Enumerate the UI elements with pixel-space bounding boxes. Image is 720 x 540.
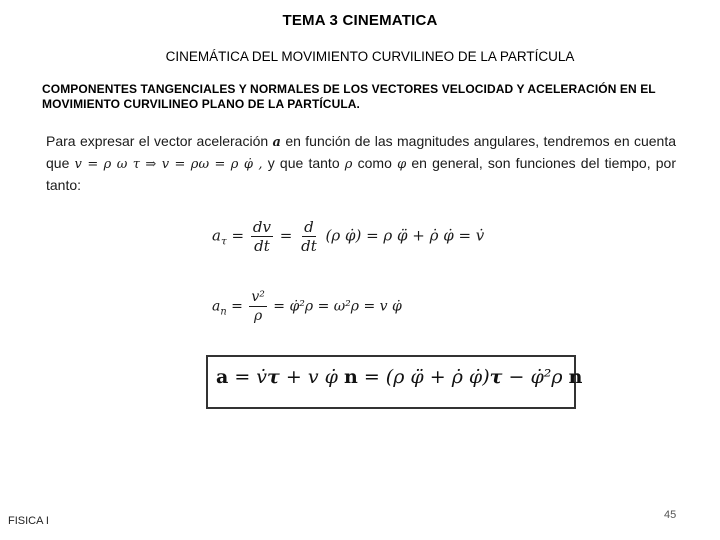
tangential-acceleration-equation: $a_\tau$ = $\frac{dv}{dt}$ = $\frac{d}{dt}$ (ρ φ̇) = ρ φ̈ + ρ̇ φ̇ = v̇ (212, 218, 485, 255)
paragraph-text-1: Para expresar el vector aceleración (46, 133, 273, 149)
boxed-part-2: + v φ̇ (279, 366, 344, 388)
at-fraction-1 (251, 218, 273, 255)
at-fraction-2-num: d (304, 218, 314, 236)
boxed-n: n (343, 366, 358, 388)
slide-title: TEMA 3 CINEMATICA (282, 12, 438, 29)
acceleration-symbol: a (272, 135, 281, 150)
paragraph-text-4: como (352, 155, 398, 171)
an-lhs-subscript: n (220, 306, 227, 318)
at-fraction-2-den: dt (301, 237, 317, 255)
an-fraction-den: ρ (253, 308, 263, 324)
paragraph-text-5: en general, son funciones del tiempo, por tanto: (46, 155, 677, 193)
at-fraction-2 (299, 218, 319, 255)
rho-symbol: ρ (344, 157, 353, 172)
at-lhs: a (212, 226, 221, 245)
explanation-paragraph (46, 131, 676, 195)
boxed-acceleration-equation (216, 366, 582, 388)
at-fraction-1-den: dt (254, 237, 270, 255)
at-lhs-subscript: τ (220, 235, 227, 248)
boxed-part-1: = v̇ (228, 366, 268, 388)
boxed-tau: τ (267, 366, 280, 388)
course-footer: FISICA I (8, 515, 49, 527)
an-fraction-num: v² (251, 289, 265, 305)
boxed-n-2: n (568, 366, 583, 388)
at-fraction-1-num: dv (252, 218, 271, 236)
page-number: 45 (664, 509, 677, 521)
paragraph-text-2: en función de las magnitudes angulares, tendremos en cuenta que (46, 133, 677, 171)
boxed-part-3: = (ρ φ̈ + ρ̇ φ̇) (357, 366, 490, 388)
an-fraction (249, 288, 267, 325)
boxed-tau-2: τ (489, 366, 503, 388)
section-heading: COMPONENTES TANGENCIALES Y NORMALES DE LOS VECTORES VELOCIDAD Y ACELERACIÓN EN EL MOVIMIENTO CURVILINEO PLANO DE LA PARTÍCULA. (42, 82, 656, 111)
an-rest: = φ̇²ρ = ω²ρ = v φ̇ (273, 298, 402, 315)
normal-acceleration-equation: $a_n$ = $\frac{\text{v²}}{\rho}$ = φ̇²ρ = ω²ρ = v φ̇ (212, 289, 402, 324)
boxed-part-4: − φ̇²ρ (502, 366, 569, 388)
boxed-a: a (216, 366, 229, 388)
phi-symbol: φ (397, 157, 407, 172)
slide-subtitle: CINEMÁTICA DEL MOVIMIENTO CURVILINEO DE LA PARTÍCULA (165, 49, 575, 64)
at-rest: (ρ φ̇) = ρ φ̈ + ρ̇ φ̇ = v̇ (325, 226, 485, 245)
velocity-expression: v = ρ ω τ ⇒ v = ρω = ρ φ̇ , (74, 157, 263, 172)
an-lhs: a (212, 298, 221, 315)
paragraph-text-3: y que tanto (262, 155, 345, 171)
